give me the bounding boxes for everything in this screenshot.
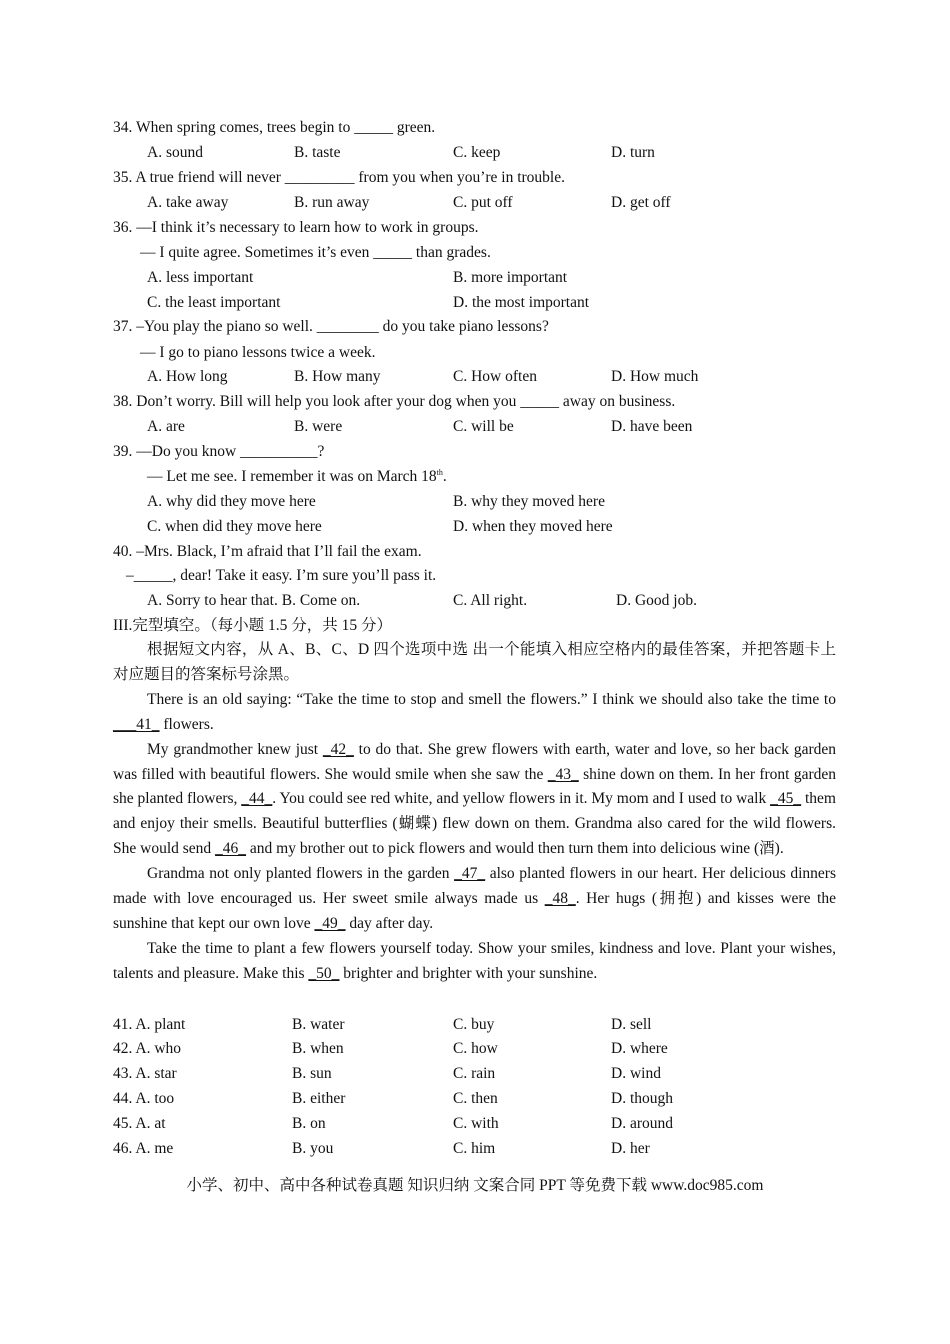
blank-46: _46_ [215, 840, 247, 858]
question-40-reply: –_____, dear! Take it easy. I’m sure you’ll pass it. [126, 567, 437, 584]
p3-text-b: also planted flowers in our heart. Her delicious dinners made with love encouraged us. Her sweet smile always made us [113, 865, 836, 908]
p3-text-a: Grandma not only planted flowers in the garden [147, 865, 455, 883]
p4-text-a: Take the time to plant a few flowers yourself today. Show your smiles, kindness and love. Plant your wishes, talents and pleasure. Make this [113, 939, 836, 982]
q38-option-c: C. will be [453, 418, 514, 435]
q38-option-b: B. were [294, 418, 343, 435]
p2-text-f: and my brother out to pick flowers and would then turn them into delicious wine (酒). [246, 840, 784, 858]
q34-option-a: A. sound [147, 144, 203, 161]
q46-option-d: D. her [611, 1140, 650, 1157]
q34-option-b: B. taste [294, 144, 341, 161]
p2-text-d: . You could see red white, and yellow flowers in it. My mom and I used to walk [272, 790, 771, 808]
ordinal-suffix: th [436, 467, 443, 477]
section-3-title: III.完型填空。（每小题 1.5 分，共 15 分） [113, 617, 392, 634]
question-38-stem: 38. Don’t worry. Bill will help you look after your dog when you _____ away on business. [113, 393, 676, 410]
question-40-stem: 40. –Mrs. Black, I’m afraid that I’ll fail the exam. [113, 543, 422, 560]
section-3-instruction: 根据短文内容，从 A、B、C、D 四个选项中选 出一个能填入相应空格内的最佳答案，并把答题卡上对应题目的答案标号涂黑。 [113, 641, 836, 683]
q40-option-c: C. All right. [453, 592, 528, 609]
question-37-stem: 37. –You play the piano so well. ________ do you take piano lessons? [113, 318, 549, 335]
blank-44: _44_ [241, 790, 273, 808]
q41-option-d: D. sell [611, 1016, 652, 1033]
q36-option-d: D. the most important [453, 294, 590, 311]
q45-option-a: 45. A. at [113, 1115, 166, 1132]
q45-option-b: B. on [292, 1115, 326, 1132]
question-39-reply-end: . [442, 468, 447, 485]
q44-option-a: 44. A. too [113, 1090, 175, 1107]
p3-text-c: . Her hugs (拥抱) and kisses were the sunshine that kept our own love [113, 890, 836, 932]
question-37-reply: — I go to piano lessons twice a week. [140, 344, 376, 361]
p2-text-b: to do that. She grew flowers with earth, water and love, so her back garden was filled with beautiful flowers. She would smile when she saw the [113, 740, 836, 783]
question-34-stem: 34. When spring comes, trees begin to _____ green. [113, 119, 436, 136]
q38-option-a: A. are [147, 418, 185, 435]
passage-paragraph-1 [113, 688, 836, 738]
q37-option-b: B. How many [294, 368, 381, 385]
q34-option-d: D. turn [611, 144, 655, 161]
q35-option-b: B. run away [294, 194, 370, 211]
question-39-stem: 39. —Do you know __________? [113, 443, 325, 460]
q35-option-d: D. get off [611, 194, 671, 211]
question-39-reply [147, 467, 447, 487]
q44-option-c: C. then [453, 1090, 498, 1107]
q35-option-c: C. put off [453, 194, 513, 211]
q40-option-d: D. Good job. [616, 592, 697, 609]
q41-option-a: 41. A. plant [113, 1016, 186, 1033]
question-36-stem: 36. —I think it’s necessary to learn how to work in groups. [113, 219, 479, 236]
page-footer: 小学、初中、高中各种试卷真题 知识归纳 文案合同 PPT 等免费下载 www.doc985.com [186, 1177, 764, 1194]
q43-option-c: C. rain [453, 1065, 496, 1082]
q42-option-d: D. where [611, 1040, 668, 1057]
q41-option-b: B. water [292, 1016, 345, 1033]
p1-text-a: There is an old saying: “Take the time to stop and smell the flowers.” I think we should also take the time to [147, 690, 836, 708]
q38-option-d: D. have been [611, 418, 693, 435]
p1-text-b: flowers. [159, 715, 214, 733]
question-39-reply-text: — Let me see. I remember it was on March 18 [147, 468, 437, 485]
q46-option-a: 46. A. me [113, 1140, 174, 1157]
blank-50: _50_ [308, 964, 340, 982]
q45-option-c: C. with [453, 1115, 499, 1132]
q37-option-a: A. How long [147, 368, 228, 385]
blank-41: ___41_ [113, 715, 160, 733]
blank-43: _43_ [547, 765, 579, 783]
q46-option-c: C. him [453, 1140, 496, 1157]
p4-text-b: brighter and brighter with your sunshine. [339, 964, 598, 982]
q36-option-c: C. the least important [147, 294, 281, 311]
passage-paragraph-3 [113, 862, 836, 937]
blank-49: _49_ [314, 914, 346, 932]
q43-option-b: B. sun [292, 1065, 332, 1082]
q36-option-a: A. less important [147, 269, 254, 286]
p2-text-c: shine down on them. In her front garden she planted flowers, [113, 765, 836, 808]
q42-option-a: 42. A. who [113, 1040, 182, 1057]
passage-paragraph-4 [113, 937, 836, 987]
blank-42: _42_ [322, 740, 354, 758]
p2-text-a: My grandmother knew just [147, 740, 323, 758]
q39-option-a: A. why did they move here [147, 493, 316, 510]
q40-option-ab: A. Sorry to hear that. B. Come on. [147, 592, 361, 609]
q43-option-a: 43. A. star [113, 1065, 177, 1082]
blank-45: _45_ [770, 790, 802, 808]
q44-option-d: D. though [611, 1090, 673, 1107]
q42-option-c: C. how [453, 1040, 498, 1057]
q35-option-a: A. take away [147, 194, 229, 211]
question-36-reply: — I quite agree. Sometimes it’s even _____ than grades. [140, 244, 491, 261]
q42-option-b: B. when [292, 1040, 344, 1057]
q37-option-c: C. How often [453, 368, 537, 385]
q39-option-c: C. when did they move here [147, 518, 322, 535]
cloze-passage [113, 638, 836, 987]
q43-option-d: D. wind [611, 1065, 661, 1082]
blank-47: _47_ [454, 865, 486, 883]
q45-option-d: D. around [611, 1115, 673, 1132]
q44-option-b: B. either [292, 1090, 346, 1107]
q36-option-b: B. more important [453, 269, 568, 286]
p3-text-d: day after day. [345, 914, 434, 932]
q39-option-b: B. why they moved here [453, 493, 605, 510]
q37-option-d: D. How much [611, 368, 699, 385]
blank-48: _48_ [544, 890, 576, 908]
passage-paragraph-2 [113, 738, 836, 863]
q34-option-c: C. keep [453, 144, 501, 161]
q41-option-c: C. buy [453, 1016, 495, 1033]
question-35-stem: 35. A true friend will never _________ from you when you’re in trouble. [113, 169, 565, 186]
q46-option-b: B. you [292, 1140, 334, 1157]
p2-text-e: them and enjoy their smells. Beautiful butterflies (蝴蝶) flew down on them. Grandma also cared for the wild flowers. She would send [113, 790, 836, 858]
q39-option-d: D. when they moved here [453, 518, 613, 535]
